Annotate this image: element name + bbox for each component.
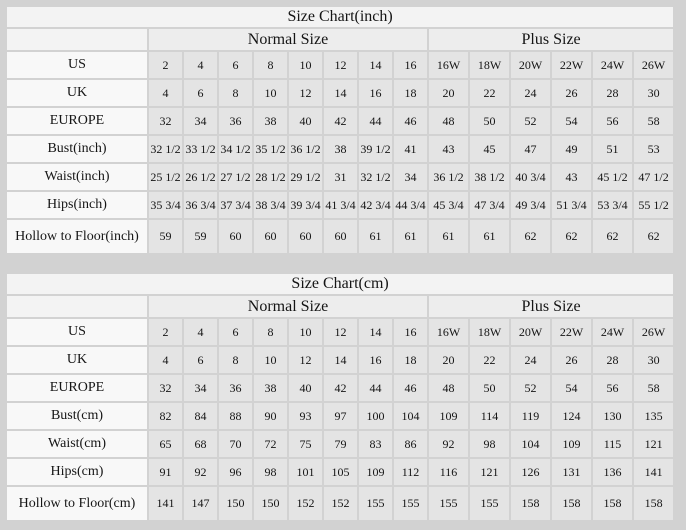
size-value-cell: 24W bbox=[593, 319, 632, 345]
size-value-cell: 126 bbox=[511, 459, 550, 485]
size-value-cell: 36 1/2 bbox=[429, 164, 468, 190]
size-value-cell: 93 bbox=[289, 403, 322, 429]
size-value-cell: 49 3/4 bbox=[511, 192, 550, 218]
size-value-cell: 25 1/2 bbox=[149, 164, 182, 190]
size-value-cell: 83 bbox=[359, 431, 392, 457]
row-label: Waist(inch) bbox=[7, 164, 147, 190]
size-value-cell: 54 bbox=[552, 108, 591, 134]
size-value-cell: 22W bbox=[552, 52, 591, 78]
size-value-cell: 53 bbox=[634, 136, 673, 162]
size-value-cell: 14 bbox=[359, 319, 392, 345]
size-value-cell: 150 bbox=[219, 487, 252, 520]
column-group-header: Plus Size bbox=[429, 296, 673, 317]
size-value-cell: 46 bbox=[394, 375, 427, 401]
size-value-cell: 116 bbox=[429, 459, 468, 485]
size-value-cell: 84 bbox=[184, 403, 217, 429]
size-value-cell: 70 bbox=[219, 431, 252, 457]
size-value-cell: 14 bbox=[324, 347, 357, 373]
size-value-cell: 12 bbox=[289, 80, 322, 106]
size-value-cell: 22 bbox=[470, 347, 509, 373]
size-value-cell: 47 1/2 bbox=[634, 164, 673, 190]
size-value-cell: 155 bbox=[429, 487, 468, 520]
size-value-cell: 72 bbox=[254, 431, 287, 457]
size-value-cell: 38 1/2 bbox=[470, 164, 509, 190]
size-value-cell: 59 bbox=[184, 220, 217, 253]
size-value-cell: 37 3/4 bbox=[219, 192, 252, 218]
size-value-cell: 16 bbox=[394, 52, 427, 78]
size-value-cell: 56 bbox=[593, 108, 632, 134]
size-value-cell: 60 bbox=[324, 220, 357, 253]
size-value-cell: 32 bbox=[149, 108, 182, 134]
size-value-cell: 18W bbox=[470, 52, 509, 78]
size-value-cell: 155 bbox=[394, 487, 427, 520]
row-label: EUROPE bbox=[7, 375, 147, 401]
size-value-cell: 2 bbox=[149, 319, 182, 345]
size-value-cell: 52 bbox=[511, 108, 550, 134]
size-value-cell: 105 bbox=[324, 459, 357, 485]
size-value-cell: 44 bbox=[359, 108, 392, 134]
size-value-cell: 16W bbox=[429, 319, 468, 345]
size-value-cell: 18 bbox=[394, 347, 427, 373]
size-value-cell: 6 bbox=[219, 319, 252, 345]
size-value-cell: 36 bbox=[219, 375, 252, 401]
size-value-cell: 62 bbox=[593, 220, 632, 253]
size-value-cell: 112 bbox=[394, 459, 427, 485]
size-value-cell: 82 bbox=[149, 403, 182, 429]
size-value-cell: 158 bbox=[593, 487, 632, 520]
size-value-cell: 24W bbox=[593, 52, 632, 78]
size-value-cell: 136 bbox=[593, 459, 632, 485]
size-value-cell: 8 bbox=[254, 319, 287, 345]
size-value-cell: 155 bbox=[359, 487, 392, 520]
size-value-cell: 38 bbox=[254, 375, 287, 401]
size-value-cell: 158 bbox=[511, 487, 550, 520]
size-value-cell: 20W bbox=[511, 319, 550, 345]
size-value-cell: 33 1/2 bbox=[184, 136, 217, 162]
size-value-cell: 31 bbox=[324, 164, 357, 190]
size-chart-inch-table bbox=[5, 5, 675, 255]
size-value-cell: 29 1/2 bbox=[289, 164, 322, 190]
size-value-cell: 158 bbox=[552, 487, 591, 520]
size-value-cell: 12 bbox=[324, 319, 357, 345]
size-value-cell: 88 bbox=[219, 403, 252, 429]
size-value-cell: 115 bbox=[593, 431, 632, 457]
size-value-cell: 65 bbox=[149, 431, 182, 457]
size-value-cell: 124 bbox=[552, 403, 591, 429]
size-value-cell: 61 bbox=[470, 220, 509, 253]
size-value-cell: 6 bbox=[184, 347, 217, 373]
size-value-cell: 41 3/4 bbox=[324, 192, 357, 218]
size-value-cell: 20 bbox=[429, 347, 468, 373]
size-value-cell: 46 bbox=[394, 108, 427, 134]
size-value-cell: 26 1/2 bbox=[184, 164, 217, 190]
size-value-cell: 18W bbox=[470, 319, 509, 345]
size-value-cell: 44 3/4 bbox=[394, 192, 427, 218]
size-value-cell: 40 bbox=[289, 108, 322, 134]
size-value-cell: 131 bbox=[552, 459, 591, 485]
size-value-cell: 26W bbox=[634, 52, 673, 78]
size-value-cell: 38 bbox=[324, 136, 357, 162]
size-value-cell: 39 1/2 bbox=[359, 136, 392, 162]
size-value-cell: 28 bbox=[593, 347, 632, 373]
size-value-cell: 42 3/4 bbox=[359, 192, 392, 218]
size-value-cell: 52 bbox=[511, 375, 550, 401]
size-value-cell: 41 bbox=[394, 136, 427, 162]
size-value-cell: 42 bbox=[324, 108, 357, 134]
size-value-cell: 152 bbox=[289, 487, 322, 520]
column-group-header: Normal Size bbox=[149, 296, 427, 317]
size-value-cell: 91 bbox=[149, 459, 182, 485]
size-value-cell: 20 bbox=[429, 80, 468, 106]
size-value-cell: 121 bbox=[470, 459, 509, 485]
size-value-cell: 152 bbox=[324, 487, 357, 520]
size-value-cell: 32 bbox=[149, 375, 182, 401]
size-value-cell: 109 bbox=[552, 431, 591, 457]
size-value-cell: 96 bbox=[219, 459, 252, 485]
size-value-cell: 32 1/2 bbox=[359, 164, 392, 190]
size-value-cell: 36 3/4 bbox=[184, 192, 217, 218]
size-value-cell: 38 bbox=[254, 108, 287, 134]
size-value-cell: 16W bbox=[429, 52, 468, 78]
size-value-cell: 34 1/2 bbox=[219, 136, 252, 162]
size-value-cell: 79 bbox=[324, 431, 357, 457]
size-value-cell: 4 bbox=[184, 319, 217, 345]
size-value-cell: 10 bbox=[289, 52, 322, 78]
size-value-cell: 141 bbox=[634, 459, 673, 485]
size-value-cell: 48 bbox=[429, 375, 468, 401]
size-value-cell: 55 1/2 bbox=[634, 192, 673, 218]
size-value-cell: 47 3/4 bbox=[470, 192, 509, 218]
size-value-cell: 40 bbox=[289, 375, 322, 401]
row-label: Waist(cm) bbox=[7, 431, 147, 457]
size-value-cell: 45 bbox=[470, 136, 509, 162]
row-label: UK bbox=[7, 80, 147, 106]
size-value-cell: 4 bbox=[184, 52, 217, 78]
size-value-cell: 4 bbox=[149, 80, 182, 106]
row-label: Bust(cm) bbox=[7, 403, 147, 429]
row-label: Hollow to Floor(cm) bbox=[7, 487, 147, 520]
size-value-cell: 58 bbox=[634, 375, 673, 401]
size-value-cell: 50 bbox=[470, 108, 509, 134]
size-value-cell: 14 bbox=[359, 52, 392, 78]
size-value-cell: 34 bbox=[184, 375, 217, 401]
corner-cell bbox=[7, 296, 147, 317]
size-value-cell: 59 bbox=[149, 220, 182, 253]
size-value-cell: 24 bbox=[511, 80, 550, 106]
size-value-cell: 60 bbox=[219, 220, 252, 253]
size-value-cell: 10 bbox=[254, 347, 287, 373]
size-value-cell: 8 bbox=[254, 52, 287, 78]
size-value-cell: 26W bbox=[634, 319, 673, 345]
size-value-cell: 158 bbox=[634, 487, 673, 520]
row-label: Hips(cm) bbox=[7, 459, 147, 485]
size-value-cell: 36 bbox=[219, 108, 252, 134]
size-value-cell: 61 bbox=[394, 220, 427, 253]
size-value-cell: 49 bbox=[552, 136, 591, 162]
size-value-cell: 6 bbox=[184, 80, 217, 106]
size-value-cell: 47 bbox=[511, 136, 550, 162]
size-value-cell: 43 bbox=[429, 136, 468, 162]
size-value-cell: 40 3/4 bbox=[511, 164, 550, 190]
size-value-cell: 90 bbox=[254, 403, 287, 429]
size-value-cell: 28 1/2 bbox=[254, 164, 287, 190]
size-value-cell: 8 bbox=[219, 347, 252, 373]
size-value-cell: 98 bbox=[254, 459, 287, 485]
size-value-cell: 28 bbox=[593, 80, 632, 106]
size-value-cell: 135 bbox=[634, 403, 673, 429]
size-value-cell: 60 bbox=[254, 220, 287, 253]
size-value-cell: 68 bbox=[184, 431, 217, 457]
size-value-cell: 121 bbox=[634, 431, 673, 457]
size-value-cell: 50 bbox=[470, 375, 509, 401]
size-value-cell: 10 bbox=[289, 319, 322, 345]
size-value-cell: 150 bbox=[254, 487, 287, 520]
chart-title: Size Chart(inch) bbox=[7, 7, 673, 27]
size-value-cell: 22 bbox=[470, 80, 509, 106]
size-value-cell: 20W bbox=[511, 52, 550, 78]
size-value-cell: 51 bbox=[593, 136, 632, 162]
size-value-cell: 61 bbox=[359, 220, 392, 253]
size-value-cell: 147 bbox=[184, 487, 217, 520]
row-label: EUROPE bbox=[7, 108, 147, 134]
size-value-cell: 53 3/4 bbox=[593, 192, 632, 218]
size-value-cell: 22W bbox=[552, 319, 591, 345]
row-label: Hollow to Floor(inch) bbox=[7, 220, 147, 253]
size-value-cell: 130 bbox=[593, 403, 632, 429]
corner-cell bbox=[7, 29, 147, 50]
size-value-cell: 62 bbox=[511, 220, 550, 253]
size-value-cell: 141 bbox=[149, 487, 182, 520]
row-label: Bust(inch) bbox=[7, 136, 147, 162]
size-value-cell: 45 3/4 bbox=[429, 192, 468, 218]
size-value-cell: 39 3/4 bbox=[289, 192, 322, 218]
size-value-cell: 43 bbox=[552, 164, 591, 190]
size-value-cell: 92 bbox=[429, 431, 468, 457]
size-value-cell: 36 1/2 bbox=[289, 136, 322, 162]
size-value-cell: 119 bbox=[511, 403, 550, 429]
size-value-cell: 97 bbox=[324, 403, 357, 429]
size-value-cell: 35 1/2 bbox=[254, 136, 287, 162]
size-value-cell: 56 bbox=[593, 375, 632, 401]
size-value-cell: 61 bbox=[429, 220, 468, 253]
size-value-cell: 34 bbox=[394, 164, 427, 190]
chart-title: Size Chart(cm) bbox=[7, 274, 673, 294]
size-value-cell: 104 bbox=[511, 431, 550, 457]
size-value-cell: 2 bbox=[149, 52, 182, 78]
size-value-cell: 27 1/2 bbox=[219, 164, 252, 190]
size-value-cell: 104 bbox=[394, 403, 427, 429]
size-chart-cm-table bbox=[5, 272, 675, 522]
size-value-cell: 16 bbox=[359, 80, 392, 106]
size-value-cell: 51 3/4 bbox=[552, 192, 591, 218]
size-value-cell: 42 bbox=[324, 375, 357, 401]
size-value-cell: 54 bbox=[552, 375, 591, 401]
size-value-cell: 16 bbox=[359, 347, 392, 373]
column-group-header: Normal Size bbox=[149, 29, 427, 50]
size-value-cell: 6 bbox=[219, 52, 252, 78]
size-value-cell: 92 bbox=[184, 459, 217, 485]
size-value-cell: 14 bbox=[324, 80, 357, 106]
size-value-cell: 45 1/2 bbox=[593, 164, 632, 190]
size-value-cell: 98 bbox=[470, 431, 509, 457]
row-label: Hips(inch) bbox=[7, 192, 147, 218]
size-value-cell: 86 bbox=[394, 431, 427, 457]
size-value-cell: 75 bbox=[289, 431, 322, 457]
size-value-cell: 58 bbox=[634, 108, 673, 134]
size-value-cell: 34 bbox=[184, 108, 217, 134]
size-value-cell: 38 3/4 bbox=[254, 192, 287, 218]
size-value-cell: 30 bbox=[634, 347, 673, 373]
size-value-cell: 101 bbox=[289, 459, 322, 485]
size-value-cell: 62 bbox=[634, 220, 673, 253]
size-value-cell: 60 bbox=[289, 220, 322, 253]
size-value-cell: 155 bbox=[470, 487, 509, 520]
size-value-cell: 18 bbox=[394, 80, 427, 106]
size-value-cell: 26 bbox=[552, 347, 591, 373]
size-value-cell: 100 bbox=[359, 403, 392, 429]
row-label: US bbox=[7, 319, 147, 345]
size-value-cell: 109 bbox=[359, 459, 392, 485]
size-value-cell: 32 1/2 bbox=[149, 136, 182, 162]
size-value-cell: 48 bbox=[429, 108, 468, 134]
size-value-cell: 12 bbox=[324, 52, 357, 78]
size-value-cell: 10 bbox=[254, 80, 287, 106]
size-value-cell: 24 bbox=[511, 347, 550, 373]
size-value-cell: 8 bbox=[219, 80, 252, 106]
size-value-cell: 30 bbox=[634, 80, 673, 106]
size-value-cell: 12 bbox=[289, 347, 322, 373]
size-value-cell: 44 bbox=[359, 375, 392, 401]
size-value-cell: 109 bbox=[429, 403, 468, 429]
size-value-cell: 35 3/4 bbox=[149, 192, 182, 218]
size-value-cell: 62 bbox=[552, 220, 591, 253]
size-value-cell: 4 bbox=[149, 347, 182, 373]
row-label: UK bbox=[7, 347, 147, 373]
row-label: US bbox=[7, 52, 147, 78]
size-value-cell: 26 bbox=[552, 80, 591, 106]
column-group-header: Plus Size bbox=[429, 29, 673, 50]
size-value-cell: 16 bbox=[394, 319, 427, 345]
size-value-cell: 114 bbox=[470, 403, 509, 429]
